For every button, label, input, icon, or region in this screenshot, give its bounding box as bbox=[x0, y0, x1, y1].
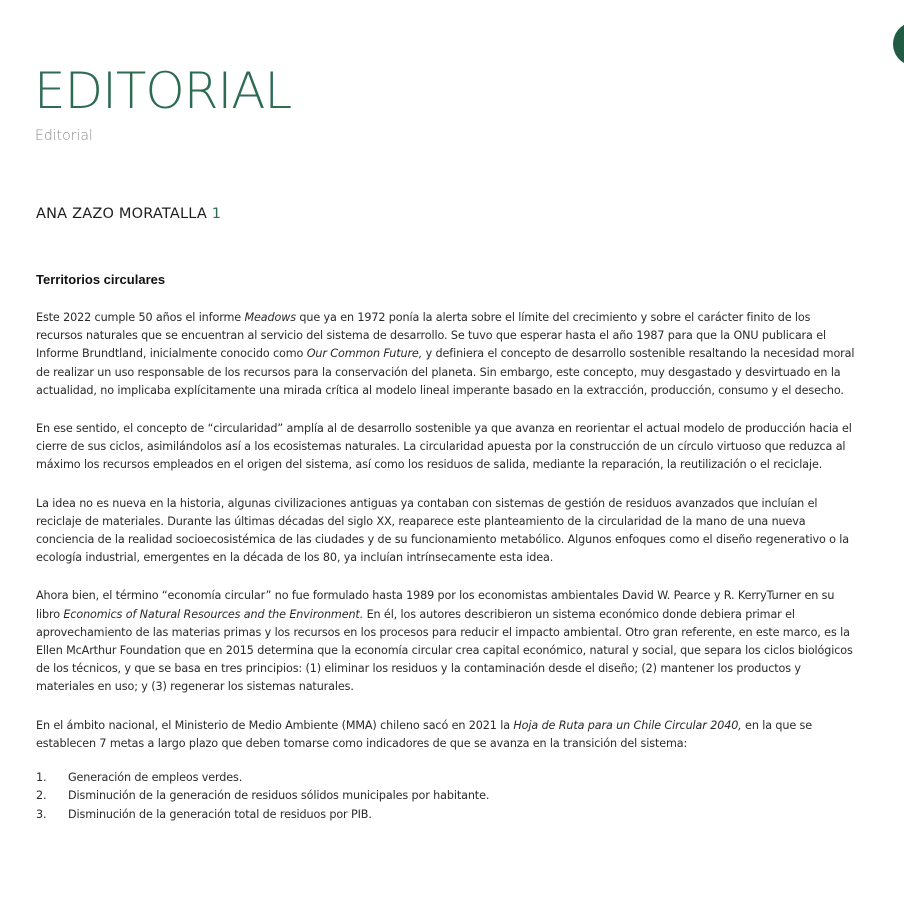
text-run: En ese sentido, el concepto de “circularidad” amplía al de desarrollo sostenible ya que avanza en reorientar el actual modelo de producción hacia el cierre de sus ciclos, asimilándolos así a los ecosistemas naturales. La circularidad apuesta por la construcción de un círculo virtuoso que reduzca al máximo los recursos empleados en el origen del sistema, así como los residuos de salida, mediante la reparación, la reutilización o el reciclaje. bbox=[36, 422, 852, 472]
text-run: En él, los autores describieron un sistema económico donde debiera primar el aprovechamiento de las materias primas y los recursos en los procesos para reducir el impacto ambiental. Otro gran referente, en este marco, es la Ellen McArthur Foundation que en 2015 determina que la economía circular crea capital económico, natural y social, que separa los ciclos biológicos de los técnicos, y que se basa en tres principios: (1) eliminar los residuos y la contaminación desde el diseño; (2) mantener los productos y materiales en uso; y (3) regenerar los sistemas naturales. bbox=[36, 607, 853, 694]
body-paragraph bbox=[36, 717, 856, 753]
body-paragraph bbox=[36, 309, 856, 400]
italic-title: Hoja de Ruta para un Chile Circular 2040, bbox=[513, 718, 742, 732]
text-run: que ya en 1972 ponía la alerta sobre el límite del crecimiento y sobre el carácter finito de los recursos naturales que se encuentran al servicio del sistema de desarrollo. Se tuvo que esperar hasta el año 1987 para que la ONU publicara el Informe Brundtland, inicialmente conocido como bbox=[36, 311, 826, 361]
paragraphs-container bbox=[36, 309, 856, 753]
corner-circle-mark bbox=[893, 22, 904, 66]
list-item bbox=[36, 787, 856, 805]
text-run: en la que se establecen 7 metas a largo plazo que deben tomarse como indicadores de que se avanza en la transición del sistema: bbox=[36, 718, 813, 750]
list-item-text: Generación de empleos verdes. bbox=[68, 771, 243, 785]
list-item-text: Disminución de la generación total de residuos por PIB. bbox=[68, 807, 372, 821]
text-run: En el ámbito nacional, el Ministerio de Medio Ambiente (MMA) chileno sacó en 2021 la bbox=[36, 718, 514, 732]
text-run: La idea no es nueva en la historia, algunas civilizaciones antiguas ya contaban con sistemas de gestión de residuos avanzados que incluían el reciclaje de materiales. Durante las últimas décadas del siglo XX, reaparece este planteamiento de la circularidad de la mano de una nueva conciencia de la realidad socioecosistémica de las ciudades y de su funcionamiento metabólico. Algunos enfoques como el diseño regenerativo o la ecología industrial, emergentes en la década de los 80, ya incluían intrínsecamente esta idea. bbox=[36, 496, 850, 565]
italic-title: Meadows bbox=[244, 311, 296, 324]
page-title: EDITORIAL bbox=[34, 62, 292, 120]
article-body bbox=[36, 309, 856, 824]
list-item-number: 2. bbox=[36, 789, 47, 803]
body-paragraph bbox=[36, 587, 856, 696]
text-run: Este 2022 cumple 50 años el informe bbox=[36, 311, 245, 324]
list-item bbox=[36, 806, 856, 824]
author-line bbox=[36, 206, 221, 222]
author-affiliation-number: 1 bbox=[211, 206, 222, 222]
text-run: y definiera el concepto de desarrollo sostenible resaltando la necesidad moral de realizar un uso responsable de los recursos para la conservación del planeta. Sin embargo, este concepto, muy desgastado y desvirtuado en la actualidad, no implicaba explícitamente una mirada crítica al modelo lineal imperante basado en la extracción, producción, consumo y el desecho. bbox=[36, 347, 855, 397]
list-item-text: Disminución de la generación de residuos sólidos municipales por habitante. bbox=[68, 789, 490, 803]
list-item-number: 3. bbox=[36, 807, 47, 821]
list-item-number: 1. bbox=[36, 771, 47, 785]
goals-list bbox=[36, 769, 856, 824]
list-item bbox=[36, 769, 856, 787]
text-run: Ahora bien, el término “economía circular” no fue formulado hasta 1989 por los economistas ambientales David W. Pearce y R. KerryTurner en su libro bbox=[36, 589, 835, 621]
section-heading: Territorios circulares bbox=[36, 272, 166, 287]
italic-title: Our Common Future, bbox=[306, 347, 423, 361]
page-subtitle: Editorial bbox=[35, 128, 93, 144]
body-paragraph bbox=[36, 495, 856, 568]
author-name: ANA ZAZO MORATALLA bbox=[36, 206, 207, 222]
body-paragraph bbox=[36, 420, 856, 475]
italic-title: Economics of Natural Resources and the Environment. bbox=[63, 607, 364, 621]
